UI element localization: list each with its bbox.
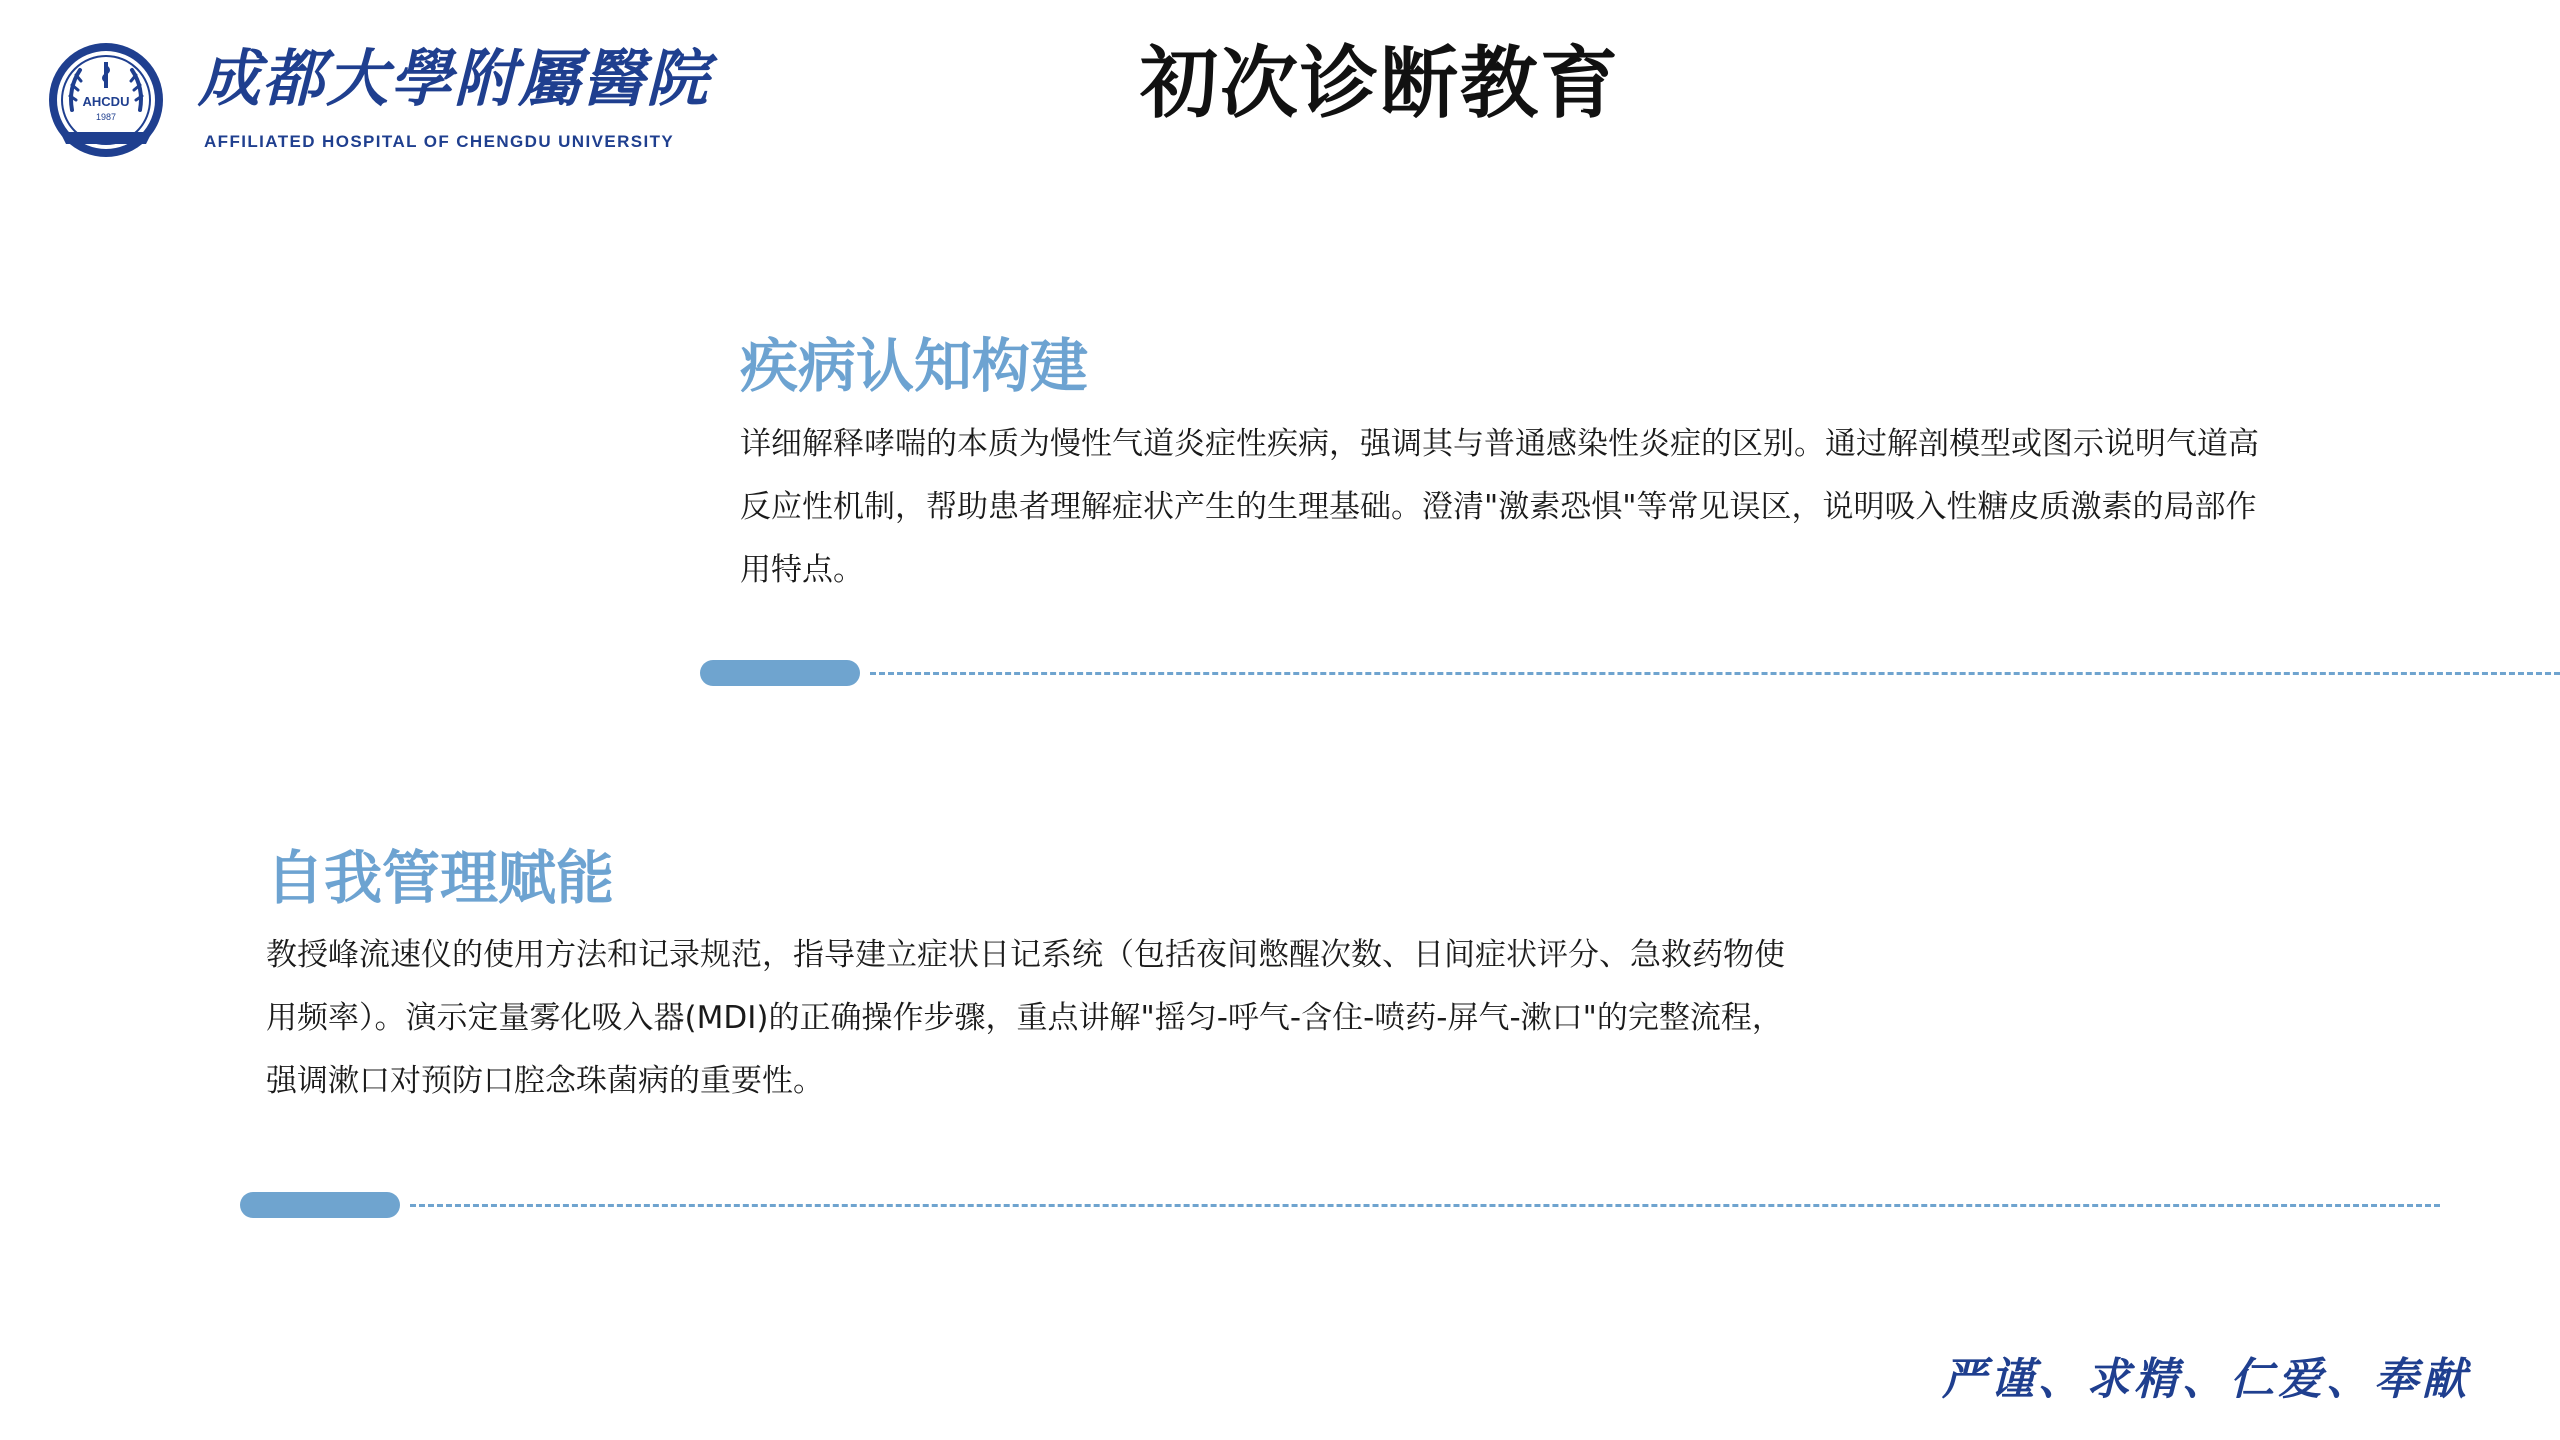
section-body-disease-cognition: 详细解释哮喘的本质为慢性气道炎症性疾病，强调其与普通感染性炎症的区别。通过解剖模型或图示说明气道高反应性机制，帮助患者理解症状产生的生理基础。澄清"激素恐惧"等常见误区，说明吸入性糖皮质激素的局部作用特点。 xyxy=(740,426,2259,588)
divider-pill xyxy=(240,1192,400,1218)
section-heading-self-management: 自我管理赋能 xyxy=(266,844,615,912)
svg-text:1987: 1987 xyxy=(95,112,117,122)
svg-text:AHCDU: AHCDU xyxy=(82,94,130,109)
section-body-self-management: 教授峰流速仪的使用方法和记录规范，指导建立症状日记系统（包括夜间憋醒次数、日间症状评分、急救药物使用频率）。演示定量雾化吸入器(MDI)的正确操作步骤，重点讲解"摇匀-呼气-含住-喷药-屏气-漱口"的完整流程，强调漱口对预防口腔念珠菌病的重要性。 xyxy=(266,937,1785,1099)
section-divider xyxy=(700,660,2560,686)
hospital-motto: 严谨、求精、仁爱、奉献 xyxy=(1942,1354,2470,1405)
section-heading-disease-cognition: 疾病认知构建 xyxy=(740,332,1089,400)
divider-dashed-line xyxy=(410,1204,2440,1207)
divider-pill xyxy=(700,660,860,686)
hospital-name-en: AFFILIATED HOSPITAL OF CHENGDU UNIVERSITY xyxy=(204,132,675,151)
section-divider xyxy=(240,1192,2440,1218)
divider-dashed-line xyxy=(870,672,2560,675)
hospital-emblem-icon xyxy=(46,40,166,160)
hospital-name-cn: 成都大學附屬醫院 xyxy=(198,42,711,115)
page-title: 初次诊断教育 xyxy=(1139,39,1620,129)
hospital-logo xyxy=(46,40,711,160)
